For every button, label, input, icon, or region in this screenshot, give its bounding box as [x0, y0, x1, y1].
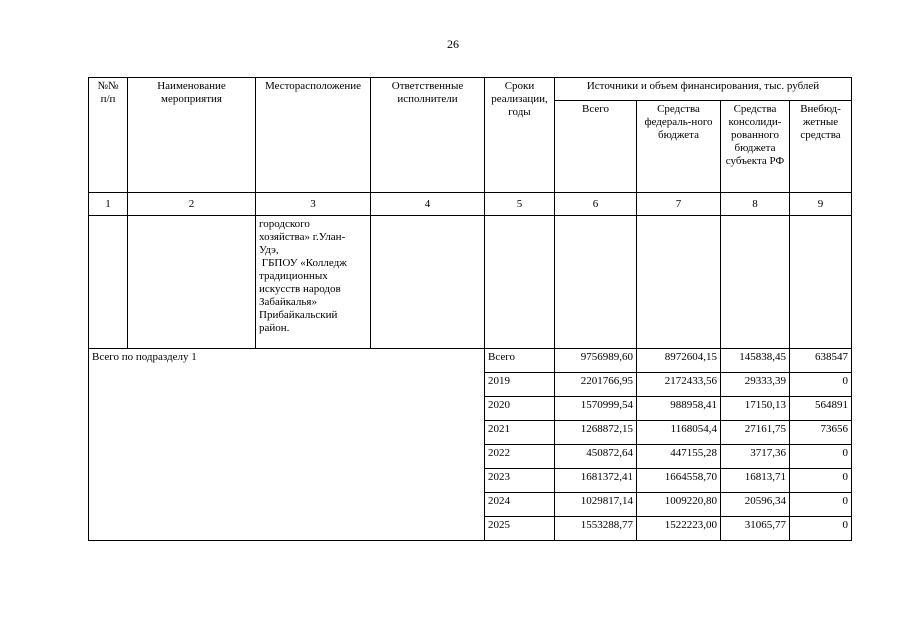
header-extrabudget: Внебюд-жетные средства [790, 101, 852, 193]
summary-extrabudget: 0 [790, 373, 852, 397]
summary-period: 2022 [485, 445, 555, 469]
header-responsible: Ответственные исполнители [371, 78, 485, 193]
summary-total: 9756989,60 [555, 349, 637, 373]
summary-regional: 20596,34 [721, 493, 790, 517]
summary-period: 2025 [485, 517, 555, 541]
col-number-5: 5 [485, 193, 555, 216]
col-number-1: 1 [89, 193, 128, 216]
header-name: Наименование мероприятия [128, 78, 256, 193]
continuation-row [89, 216, 852, 349]
col-number-4: 4 [371, 193, 485, 216]
summary-federal: 8972604,15 [637, 349, 721, 373]
summary-period: 2020 [485, 397, 555, 421]
col-number-6: 6 [555, 193, 637, 216]
summary-federal: 1522223,00 [637, 517, 721, 541]
summary-regional: 31065,77 [721, 517, 790, 541]
summary-extrabudget: 0 [790, 493, 852, 517]
header-regional: Средства консолиди-рованного бюджета субъекта РФ [721, 101, 790, 193]
summary-federal: 1009220,80 [637, 493, 721, 517]
header-total: Всего [555, 101, 637, 193]
summary-extrabudget: 0 [790, 517, 852, 541]
col-number-3: 3 [256, 193, 371, 216]
summary-period: Всего [485, 349, 555, 373]
summary-total: 1681372,41 [555, 469, 637, 493]
location-line: традиционных [259, 270, 328, 282]
location-line: Прибайкальский [259, 309, 338, 321]
summary-federal: 447155,28 [637, 445, 721, 469]
summary-extrabudget: 638547 [790, 349, 852, 373]
summary-regional: 29333,39 [721, 373, 790, 397]
summary-total: 450872,64 [555, 445, 637, 469]
location-cell [256, 216, 371, 349]
summary-regional: 27161,75 [721, 421, 790, 445]
summary-total: 1268872,15 [555, 421, 637, 445]
header-federal: Средства федераль-ного бюджета [637, 101, 721, 193]
summary-row [89, 349, 852, 373]
summary-extrabudget: 0 [790, 469, 852, 493]
summary-federal: 1664558,70 [637, 469, 721, 493]
header-funding-group: Источники и объем финансирования, тыс. рублей [555, 78, 852, 101]
summary-federal: 988958,41 [637, 397, 721, 421]
summary-total: 2201766,95 [555, 373, 637, 397]
location-line: хозяйства» г.Улан- [259, 231, 346, 243]
summary-extrabudget: 564891 [790, 397, 852, 421]
col-number-7: 7 [637, 193, 721, 216]
col-number-2: 2 [128, 193, 256, 216]
location-line: городского [259, 218, 310, 230]
location-line: искусств народов [259, 283, 341, 295]
summary-period: 2019 [485, 373, 555, 397]
header-row-top [89, 78, 852, 101]
summary-extrabudget: 0 [790, 445, 852, 469]
location-line: Удэ, [259, 244, 279, 256]
col-number-8: 8 [721, 193, 790, 216]
summary-period: 2024 [485, 493, 555, 517]
summary-extrabudget: 73656 [790, 421, 852, 445]
summary-federal: 1168054,4 [637, 421, 721, 445]
summary-period: 2023 [485, 469, 555, 493]
location-line: ГБПОУ «Колледж [259, 257, 347, 269]
summary-label: Всего по подразделу 1 [89, 349, 485, 541]
summary-regional: 145838,45 [721, 349, 790, 373]
header-number: №№ п/п [89, 78, 128, 193]
page-number: 26 [447, 37, 459, 51]
summary-regional: 16813,71 [721, 469, 790, 493]
summary-total: 1553288,77 [555, 517, 637, 541]
header-timing: Сроки реализации, годы [485, 78, 555, 193]
summary-federal: 2172433,56 [637, 373, 721, 397]
col-number-9: 9 [790, 193, 852, 216]
summary-period: 2021 [485, 421, 555, 445]
location-line: район. [259, 322, 290, 334]
location-line: Забайкалья» [259, 296, 317, 308]
numbering-row [89, 193, 852, 216]
header-location: Месторасположение [256, 78, 371, 193]
summary-total: 1029817,14 [555, 493, 637, 517]
summary-regional: 17150,13 [721, 397, 790, 421]
summary-total: 1570999,54 [555, 397, 637, 421]
summary-regional: 3717,36 [721, 445, 790, 469]
financing-table [88, 77, 852, 541]
